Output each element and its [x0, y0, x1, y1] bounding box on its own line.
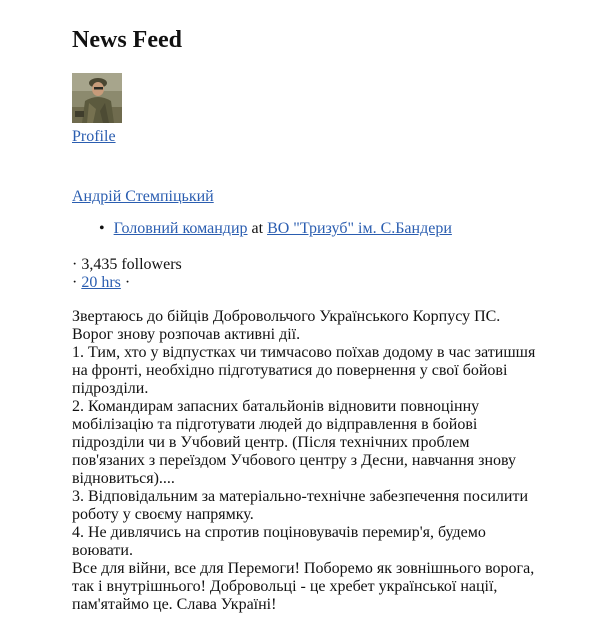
avatar-icon[interactable]	[72, 73, 122, 123]
post-paragraph: 1. Тим, хто у відпустках чи тимчасово поїхав додому в час затишшя на фронті, необхідно підготуватися до повернення у свої бойові підрозділи.	[72, 344, 536, 397]
page-title: News Feed	[72, 27, 182, 53]
timestamp-suffix: ·	[120, 274, 131, 291]
role-title-link[interactable]: Головний командир	[113, 220, 248, 237]
organization-link[interactable]: ВО "Тризуб" ім. С.Бандери	[267, 220, 452, 237]
timestamp-link[interactable]: 20 hrs	[81, 274, 121, 291]
role-connector: at	[251, 220, 264, 237]
post-body	[72, 308, 542, 614]
profile-link[interactable]: Profile	[72, 128, 116, 145]
author-name-link[interactable]: Андрій Стемпіцький	[72, 188, 214, 205]
post-paragraph: Все для війни, все для Перемоги! Поборемо як зовнішнього ворога, так і внутрішнього! Добровольці - це хребет української нації, пам'ятаймо це. Слава Україні!	[72, 560, 535, 613]
post-paragraph: 4. Не дивлячись на спротив поціновувачів перемир'я, будемо воювати.	[72, 524, 486, 559]
followers-count: · 3,435 followers	[72, 256, 182, 273]
list-item	[112, 216, 452, 242]
timestamp-prefix: ·	[72, 274, 82, 291]
post-timestamp-row	[72, 274, 130, 292]
post-paragraph: Звертаюсь до бійців Добровольчого Українського Корпусу ПС. Ворог знову розпочав активні дії.	[72, 308, 501, 343]
post-paragraph: 3. Відповідальним за матеріально-технічне забезпечення посилити роботу у своєму напрямку.	[72, 488, 529, 523]
post-paragraph: 2. Командирам запасних батальйонів відновити повноцінну мобілізацію та підготувати людей до відправлення в бойові підрозділи чи в Учбовий центр. (Після технічних проблем пов'язаних з переїздом Учбового центру з Десни, навчання знову відновиться)....	[72, 398, 517, 487]
author-roles-list	[72, 216, 452, 242]
